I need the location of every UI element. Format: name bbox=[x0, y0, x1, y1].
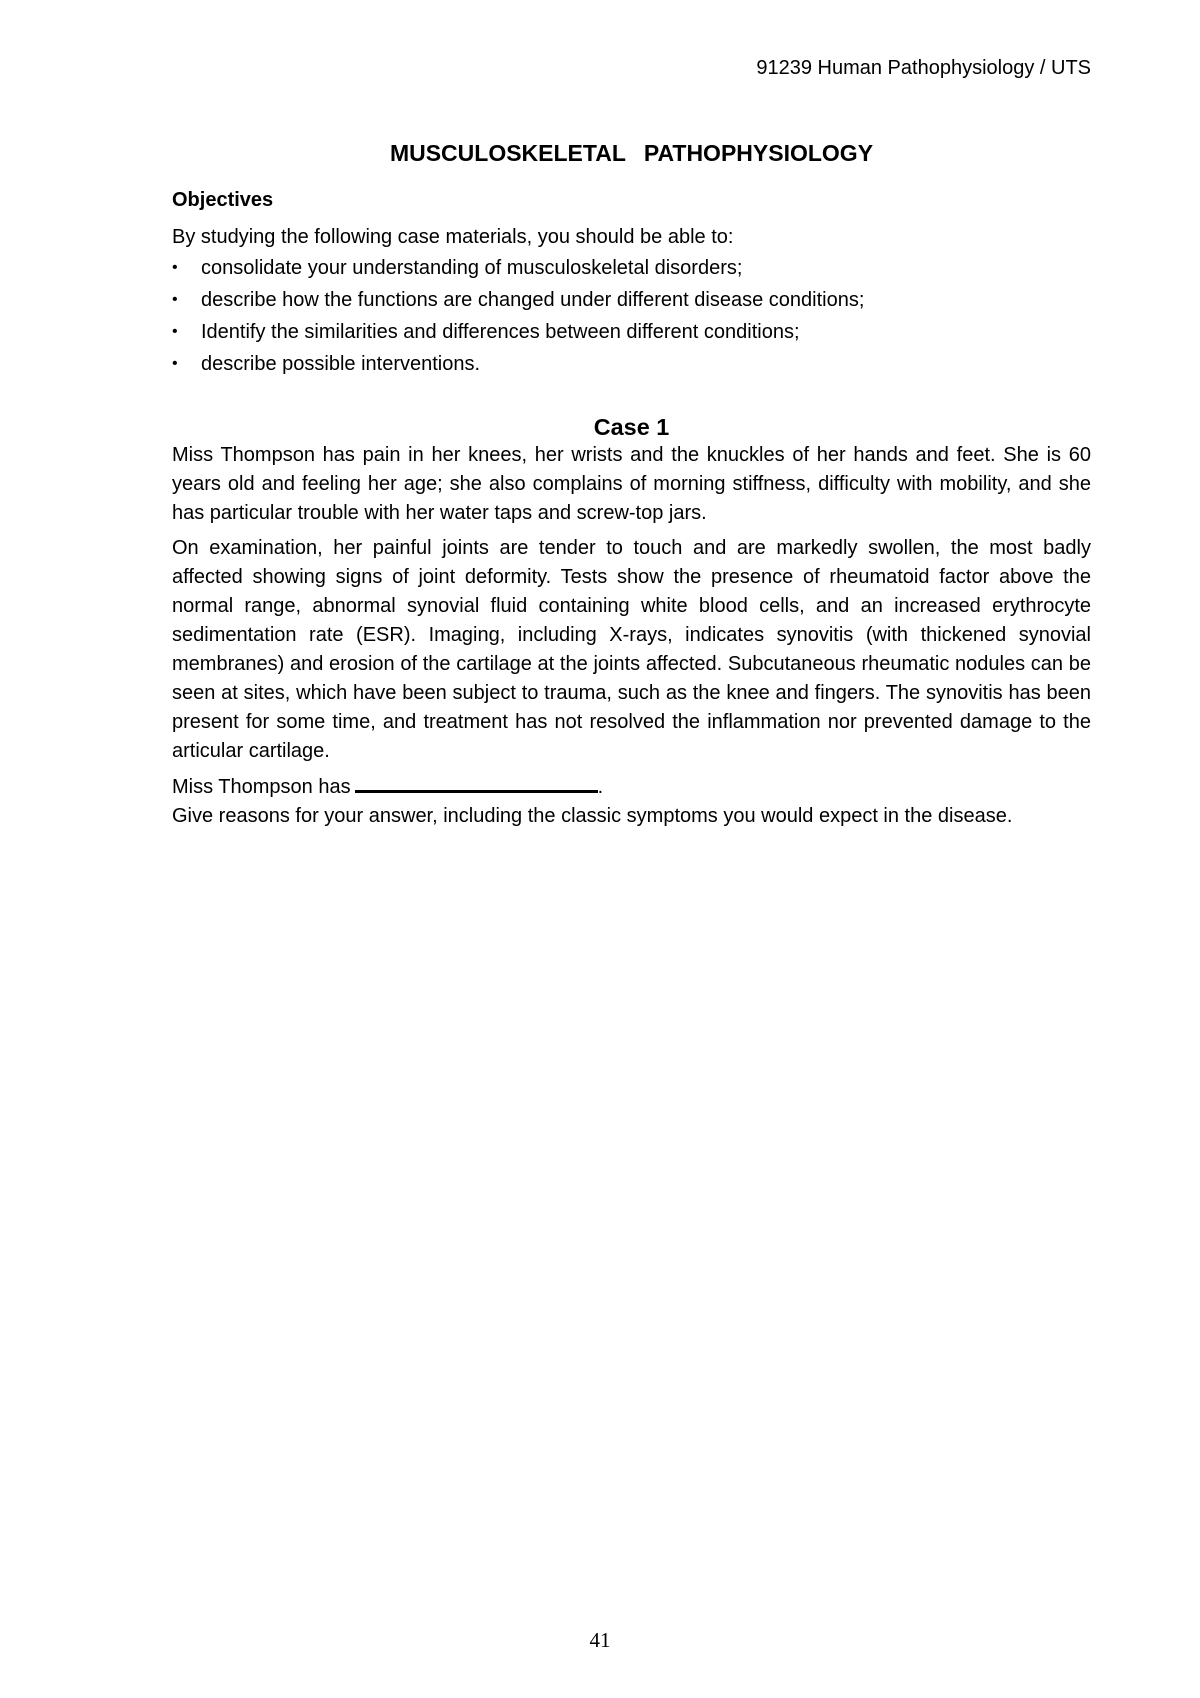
bullet-icon: • bbox=[172, 291, 178, 308]
objectives-heading: Objectives bbox=[172, 189, 274, 211]
fill-in-prefix: Miss Thompson has bbox=[172, 776, 351, 798]
page-number: 41 bbox=[589, 1628, 611, 1652]
objectives-intro: By studying the following case materials, you should be able to: bbox=[172, 226, 734, 248]
objective-text: describe possible interventions. bbox=[201, 353, 481, 375]
bullet-icon: • bbox=[172, 355, 178, 372]
objectives-list bbox=[172, 252, 1091, 380]
objective-text: Identify the similarities and differences between different conditions; bbox=[201, 321, 800, 343]
objective-text: consolidate your understanding of musculoskeletal disorders; bbox=[201, 257, 743, 279]
objective-item bbox=[172, 284, 1091, 316]
objective-text: describe how the functions are changed under different disease conditions; bbox=[201, 289, 865, 311]
case-paragraph: Miss Thompson has pain in her knees, her wrists and the knuckles of her hands and feet. She is 60 years old and feeling her age; she also complains of morning stiffness, difficulty with mobility, and she has particular trouble with her water taps and screw-top jars. bbox=[172, 444, 1091, 524]
objectives-section bbox=[172, 185, 1091, 380]
case-title: Case 1 bbox=[593, 414, 670, 440]
case-paragraph: On examination, her painful joints are tender to touch and are markedly swollen, the most badly affected showing signs of joint deformity. Tests show the presence of rheumatoid factor above the normal range, abnormal synovial fluid containing white blood cells, and an increased erythrocyte sedimentation rate (ESR). Imaging, including X-rays, indicates synovitis (with thickened synovial membranes) and erosion of the cartilage at the joints affected. Subcutaneous rheumatic nodules can be seen at sites, which have been subject to trauma, such as the knee and fingers. The synovitis has been present for some time, and treatment has not resolved the inflammation nor prevented damage to the articular cartilage. bbox=[172, 537, 1091, 762]
running-header: 91239 Human Pathophysiology / UTS bbox=[756, 57, 1091, 79]
page-title: MUSCULOSKELETAL PATHOPHYSIOLOGY bbox=[389, 140, 874, 166]
case-1-section bbox=[172, 414, 1091, 831]
case-question: Give reasons for your answer, including the classic symptoms you would expect in the disease. bbox=[172, 805, 1013, 827]
objective-item bbox=[172, 348, 1091, 380]
objective-item bbox=[172, 252, 1091, 284]
fill-in-statement bbox=[172, 772, 1091, 802]
bullet-icon: • bbox=[172, 259, 178, 276]
page-content bbox=[172, 136, 1091, 837]
objective-item bbox=[172, 316, 1091, 348]
bullet-icon: • bbox=[172, 323, 178, 340]
fill-in-suffix: . bbox=[597, 776, 604, 798]
answer-blank bbox=[355, 772, 598, 793]
